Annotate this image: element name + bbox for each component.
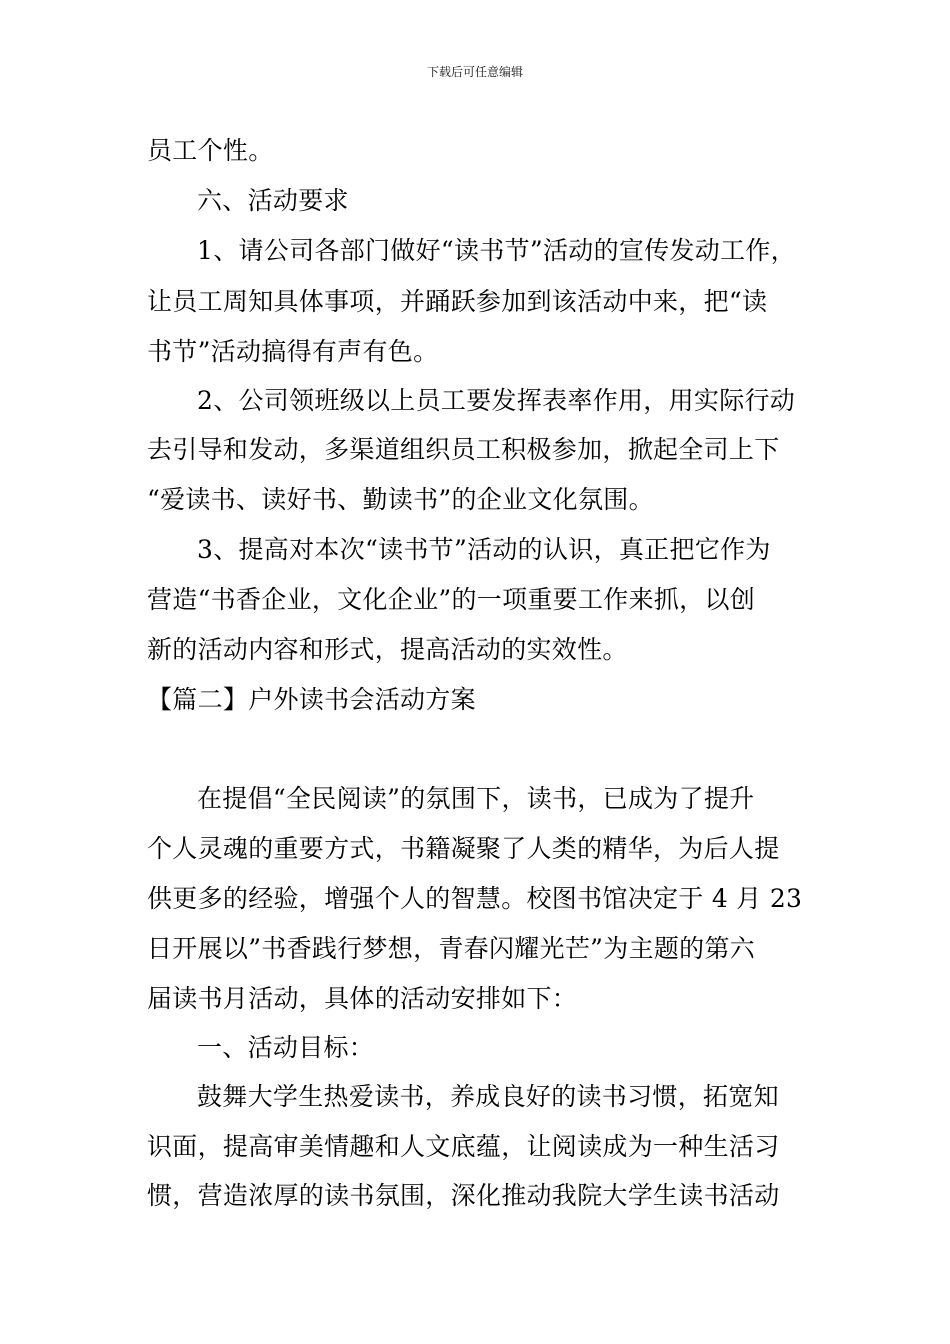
text-line: 鼓舞大学生热爱读书，养成良好的读书习惯，拓宽知 — [197, 1082, 779, 1111]
text-line: 惯，营造浓厚的读书氛围，深化推动我院大学生读书活动 — [147, 1181, 780, 1210]
text-line: 届读书月活动，具体的活动安排如下： — [147, 984, 578, 1013]
text-line: 让员工周知具体事项，并踊跃参加到该活动中来，把“读 — [147, 287, 768, 316]
text-line: 1、请公司各部门做好“读书节”活动的宣传发动工作， — [197, 236, 796, 265]
text-line: 员工个性。 — [147, 136, 274, 165]
section-heading: 一、活动目标： — [197, 1033, 375, 1062]
page-header: 下载后可任意编辑 — [426, 65, 523, 79]
text-line: 个人灵魂的重要方式，书籍凝聚了人类的精华，为后人提 — [147, 834, 780, 863]
text-line: “爱读书、读好书、勤读书”的企业文化氛围。 — [147, 485, 654, 514]
text-line: 供更多的经验，增强个人的智慧。校图书馆决定于 4 月 23 — [147, 884, 803, 913]
text-line: 营造“书香企业，文化企业”的一项重要工作来抓，以创 — [147, 585, 756, 614]
text-line: 书节”活动搞得有声有色。 — [147, 337, 439, 366]
text-line: 识面，提高审美情趣和人文底蕴，让阅读成为一种生活习 — [147, 1132, 780, 1161]
section-title: 【篇二】户外读书会活动方案 — [147, 685, 476, 714]
text-line: 新的活动内容和形式，提高活动的实效性。 — [147, 635, 628, 664]
text-line: 3、提高对本次“读书节”活动的认识，真正把它作为 — [197, 535, 771, 564]
section-heading: 六、活动要求 — [197, 186, 349, 215]
text-line: 去引导和发动，多渠道组织员工积极参加，掀起全司上下 — [147, 435, 780, 464]
text-line: 2、公司领班级以上员工要发挥表率作用，用实际行动 — [197, 386, 796, 415]
text-line: 在提倡“全民阅读”的氛围下，读书，已成为了提升 — [197, 784, 755, 813]
text-line: 日开展以”书香践行梦想，青春闪耀光芒”为主题的第六 — [147, 934, 756, 963]
